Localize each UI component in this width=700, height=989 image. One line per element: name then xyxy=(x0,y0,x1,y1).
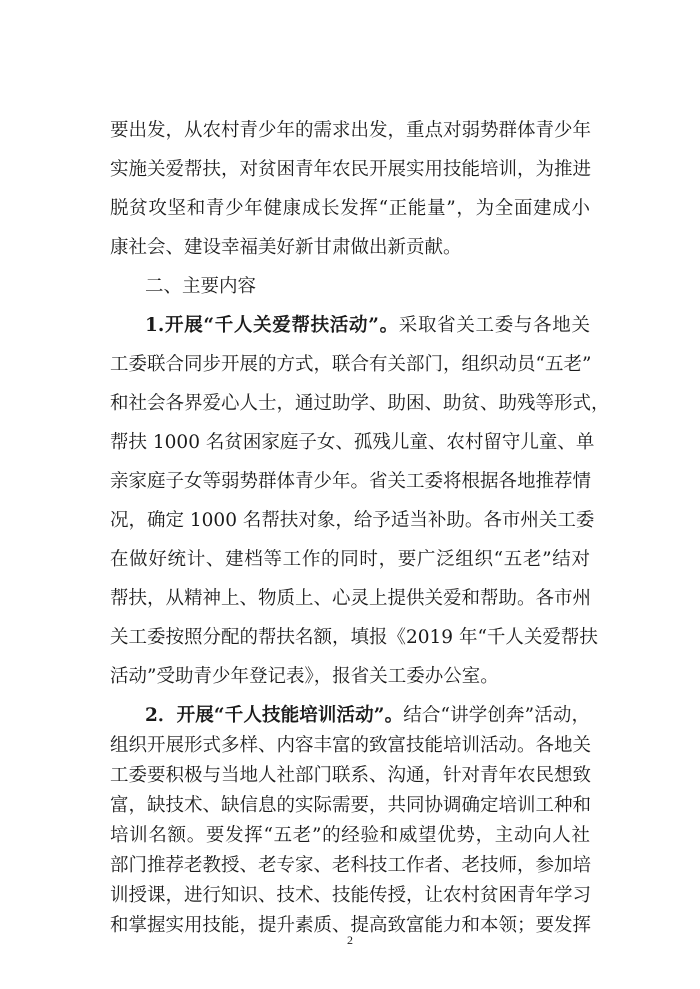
item2-first-line xyxy=(145,703,590,729)
item1-line-2: 和社会各界爱心人士，通过助学、助困、助贫、助残等形式， xyxy=(110,393,610,414)
item1-line-3: 帮扶 1000 名贫困家庭子女、孤残儿童、农村留守儿童、单 xyxy=(110,432,595,453)
item1-first-line-rest: 采取省关工委与各地关 xyxy=(398,315,590,336)
item2-line-5: 部门推荐老教授、老专家、老科技工作者、老技师，参加培 xyxy=(110,855,592,876)
item2-line-7: 和掌握实用技能，提升素质、提高致富能力和本领；要发挥 xyxy=(110,915,592,936)
item1-first-line xyxy=(145,313,590,339)
item1-line-6: 在做好统计、建档等工作的同时，要广泛组织“五老”结对 xyxy=(110,549,590,570)
page-number: 2 xyxy=(347,933,353,947)
section-heading: 二、主要内容 xyxy=(145,276,257,297)
intro-line-1: 要出发，从农村青少年的需求出发，重点对弱势群体青少年 xyxy=(110,120,592,141)
item2-first-line-rest: 结合“讲学创奔”活动， xyxy=(403,705,591,726)
intro-line-3: 脱贫攻坚和青少年健康成长发挥“正能量”，为全面建成小 xyxy=(110,198,590,219)
item1-line-9: 活动”受助青少年登记表》，报省关工委办公室。 xyxy=(110,666,499,687)
item2-line-2: 工委要积极与当地人社部门联系、沟通，针对青年农民想致 xyxy=(110,765,592,786)
item1-line-4: 亲家庭子女等弱势群体青少年。省关工委将根据各地推荐情 xyxy=(110,471,592,492)
item2-line-6: 训授课，进行知识、技术、技能传授，让农村贫困青年学习 xyxy=(110,885,592,906)
intro-line-2: 实施关爱帮扶，对贫困青年农民开展实用技能培训，为推进 xyxy=(110,159,592,180)
item2-line-4: 培训名额。要发挥“五老”的经验和威望优势，主动向人社 xyxy=(110,825,590,846)
item1-line-8: 关工委按照分配的帮扶名额，填报《2019 年“千人关爱帮扶 xyxy=(110,627,598,648)
item2-title: 2．开展“千人技能培训活动”。 xyxy=(145,705,404,726)
intro-line-4: 康社会、建设幸福美好新甘肃做出新贡献。 xyxy=(110,237,462,258)
item1-line-7: 帮扶，从精神上、物质上、心灵上提供关爱和帮助。各市州 xyxy=(110,588,592,609)
item1-line-5: 况，确定 1000 名帮扶对象，给予适当补助。各市州关工委 xyxy=(110,510,595,531)
item1-line-1: 工委联合同步开展的方式，联合有关部门，组织动员“五老” xyxy=(110,354,592,375)
item1-title: 1.开展“千人关爱帮扶活动”。 xyxy=(145,315,399,336)
item2-line-3: 富，缺技术、缺信息的实际需要，共同协调确定培训工种和 xyxy=(110,795,592,816)
item2-line-1: 组织开展形式多样、内容丰富的致富技能培训活动。各地关 xyxy=(110,735,592,756)
